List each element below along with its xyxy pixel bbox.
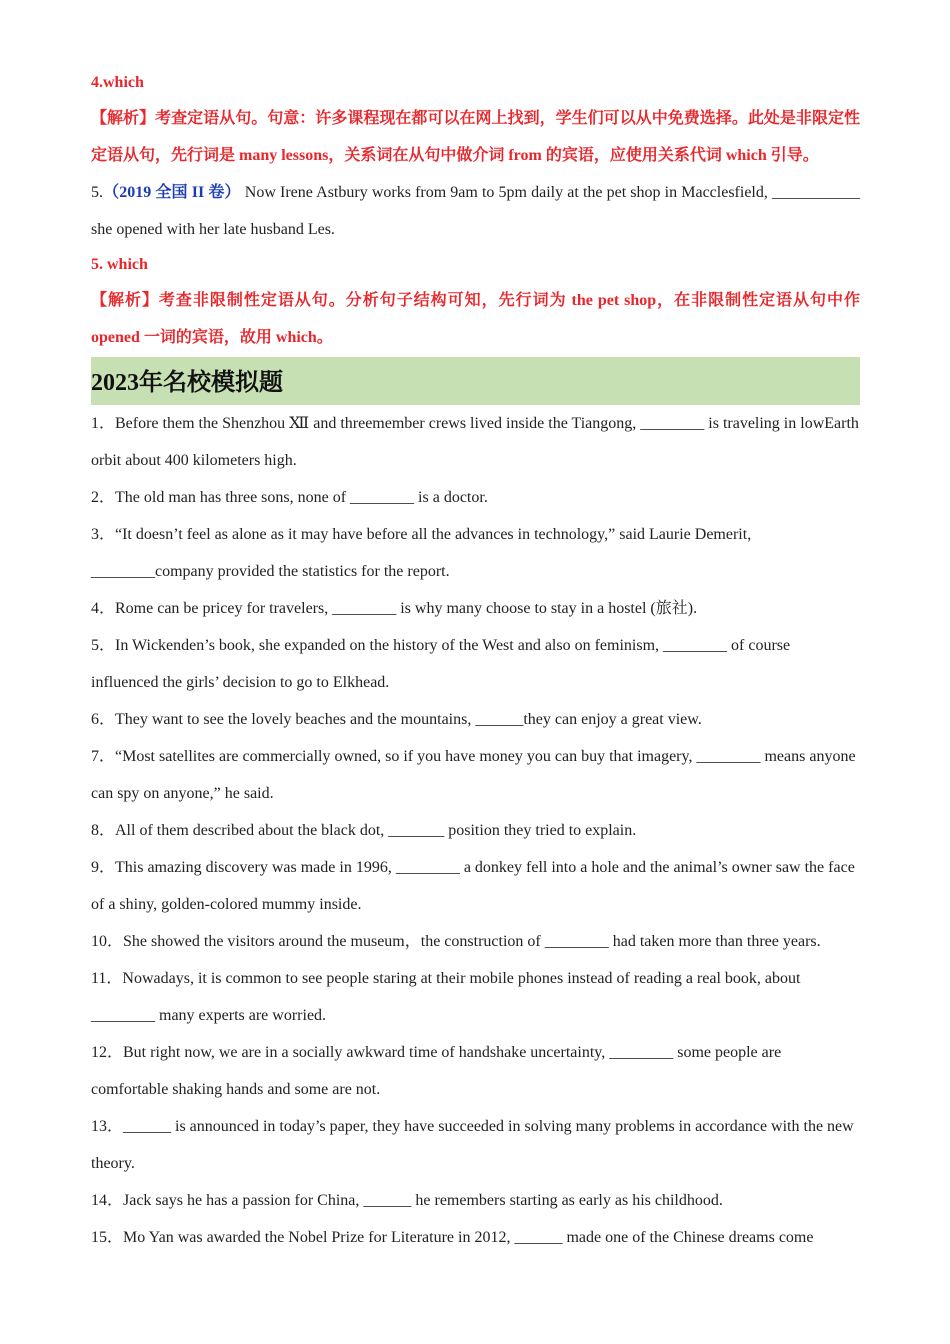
question-item: 8．All of them described about the black dot, _______ position they tried to explain. <box>91 822 637 839</box>
question-5-2019 <box>91 174 860 248</box>
question-item: 2．The old man has three sons, none of ________ is a doctor. <box>91 489 488 506</box>
question-item: 11．Nowadays, it is common to see people staring at their mobile phones instead of reading a real book, about ________ many experts are worried. <box>91 970 801 1024</box>
question-5-source: （2019 全国 II 卷） <box>103 184 241 201</box>
question-item: 10．She showed the visitors around the museum，the construction of ________ had taken more than three years. <box>91 933 821 950</box>
answer-5: 5. which <box>91 256 148 273</box>
question-item: 9．This amazing discovery was made in 1996, ________ a donkey fell into a hole and the animal’s owner saw the face of a shiny, golden-colored mummy inside. <box>91 859 855 913</box>
explanation-4: 【解析】考查定语从句。句意：许多课程现在都可以在网上找到，学生们可以从中免费选择。此处是非限定性定语从句，先行词是 many lessons，关系词在从句中做介词 from 的宾语，应使用关系代词 which 引导。 <box>91 110 860 164</box>
explanation-5: 【解析】考查非限制性定语从句。分析句子结构可知，先行词为 the pet shop，在非限制性定语从句中作 opened 一词的宾语，故用 which。 <box>91 292 860 346</box>
question-item: 12．But right now, we are in a socially awkward time of handshake uncertainty, ________ some people are comfortable shaking hands and some are not. <box>91 1044 782 1098</box>
question-item: 7．“Most satellites are commercially owned, so if you have money you can buy that imagery, ________ means anyone can spy on anyone,” he said. <box>91 748 856 802</box>
question-5-number: 5. <box>91 184 103 201</box>
question-item: 15．Mo Yan was awarded the Nobel Prize for Literature in 2012, ______ made one of the Chinese dreams come <box>91 1229 814 1246</box>
section-title: 2023年名校模拟题 <box>91 357 860 405</box>
question-item: 3．“It doesn’t feel as alone as it may have before all the advances in technology,” said Laurie Demerit, ________company provided the statistics for the report. <box>91 526 752 580</box>
question-item: 14．Jack says he has a passion for China, ______ he remembers starting as early as his childhood. <box>91 1192 723 1209</box>
question-item: 4．Rome can be pricey for travelers, ________ is why many choose to stay in a hostel (旅社). <box>91 600 698 617</box>
question-item: 5．In Wickenden’s book, she expanded on the history of the West and also on feminism, ________ of course influenced the girls’ decision to go to Elkhead. <box>91 637 791 691</box>
document-page <box>91 66 860 1256</box>
question-list <box>91 405 860 1256</box>
question-item: 1．Before them the Shenzhou Ⅻ and threemember crews lived inside the Tiangong, ________ is traveling in lowEarth orbit about 400 kilometers high. <box>91 415 859 469</box>
answer-4: 4.which <box>91 74 144 91</box>
question-5-text: Now Irene Astbury works from 9am to 5pm daily at the pet shop in Macclesfield, ___________ she opened with her late husband Les. <box>91 184 860 238</box>
question-item: 6．They want to see the lovely beaches and the mountains, ______they can enjoy a great view. <box>91 711 702 728</box>
question-item: 13．______ is announced in today’s paper, they have succeeded in solving many problems in accordance with the new theory. <box>91 1118 854 1172</box>
